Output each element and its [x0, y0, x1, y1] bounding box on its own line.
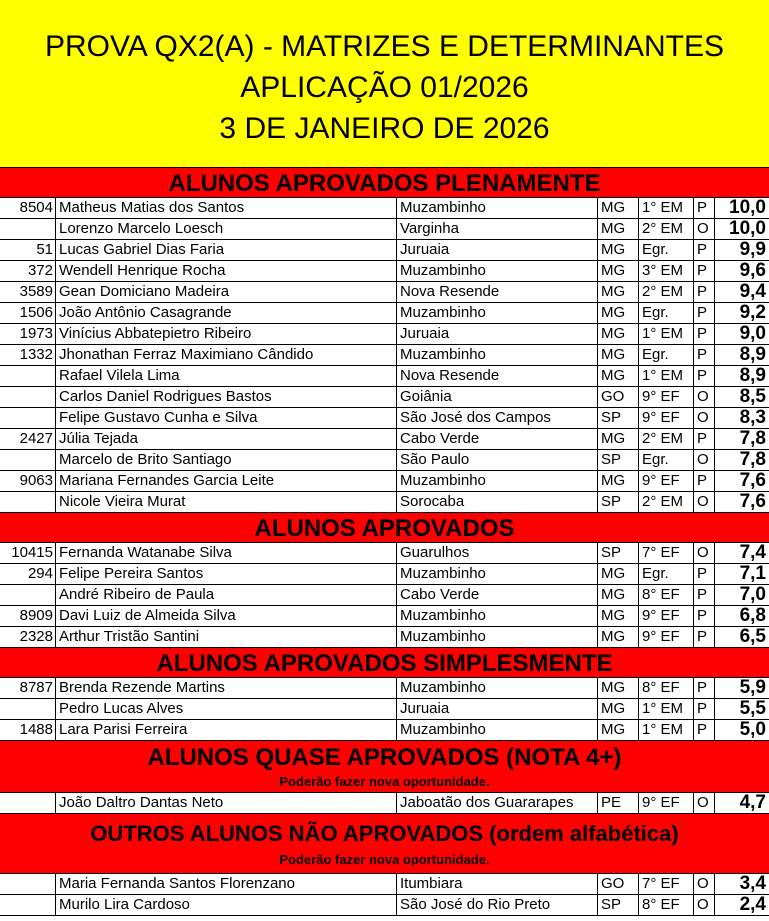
student-name: André Ribeiro de Paula	[56, 585, 397, 605]
student-state: MG	[598, 303, 639, 323]
student-state: MG	[598, 282, 639, 302]
student-status: P	[694, 429, 715, 449]
student-state: MG	[598, 219, 639, 239]
student-level: 3° EM	[639, 261, 694, 281]
student-state: GO	[598, 874, 639, 894]
student-city: São José dos Campos	[397, 408, 598, 428]
student-grade: 9,6	[739, 261, 766, 281]
student-level: 7° EF	[639, 874, 694, 894]
section-aprovados-title: ALUNOS APROVADOS	[0, 513, 769, 543]
student-level: 2° EM	[639, 492, 694, 512]
exam-header	[0, 0, 769, 168]
section-quase-band	[0, 741, 769, 793]
student-state: PE	[598, 793, 639, 813]
exam-application: APLICAÇÃO 01/2026	[240, 71, 529, 104]
student-id: 51	[0, 240, 56, 260]
student-grade: 7,1	[739, 564, 766, 584]
student-level: Egr.	[639, 450, 694, 470]
student-state: MG	[598, 345, 639, 365]
student-level: Egr.	[639, 345, 694, 365]
student-status: O	[694, 543, 715, 563]
section-simplesmente-title: ALUNOS APROVADOS SIMPLESMENTE	[0, 648, 769, 678]
student-status: O	[694, 492, 715, 512]
student-level: 9° EF	[639, 408, 694, 428]
section-quase-subtitle: Poderão fazer nova oportunidade.	[279, 774, 490, 789]
student-grade: 8,3	[739, 408, 766, 428]
student-name: Lara Parisi Ferreira	[56, 720, 397, 740]
student-level: 1° EM	[639, 324, 694, 344]
table-row	[0, 282, 769, 303]
student-level: 8° EF	[639, 678, 694, 698]
student-city: Muzambinho	[397, 345, 598, 365]
student-name: Felipe Gustavo Cunha e Silva	[56, 408, 397, 428]
student-status: O	[694, 874, 715, 894]
student-level: 7° EF	[639, 543, 694, 563]
student-id: 2427	[0, 429, 56, 449]
student-city: Muzambinho	[397, 627, 598, 647]
student-city: Juruaia	[397, 699, 598, 719]
student-id: 1488	[0, 720, 56, 740]
table-row	[0, 678, 769, 699]
student-id	[0, 219, 56, 239]
student-id: 372	[0, 261, 56, 281]
student-level: 2° EM	[639, 219, 694, 239]
table-row	[0, 492, 769, 513]
table-row	[0, 699, 769, 720]
student-city: Sorocaba	[397, 492, 598, 512]
student-status: P	[694, 678, 715, 698]
student-name: Rafael Vilela Lima	[56, 366, 397, 386]
student-name: Vinícius Abbatepietro Ribeiro	[56, 324, 397, 344]
student-city: Itumbiara	[397, 874, 598, 894]
table-row	[0, 793, 769, 814]
student-state: MG	[598, 699, 639, 719]
student-city: Muzambinho	[397, 564, 598, 584]
student-name: Lorenzo Marcelo Loesch	[56, 219, 397, 239]
student-grade: 7,4	[739, 543, 766, 563]
student-status: O	[694, 408, 715, 428]
student-level: 9° EF	[639, 387, 694, 407]
student-name: João Antônio Casagrande	[56, 303, 397, 323]
student-status: P	[694, 282, 715, 302]
student-state: MG	[598, 720, 639, 740]
student-id	[0, 699, 56, 719]
student-level: 1° EM	[639, 720, 694, 740]
section-quase-rows	[0, 793, 769, 814]
table-row	[0, 408, 769, 429]
student-level: 1° EM	[639, 699, 694, 719]
student-status: P	[694, 699, 715, 719]
student-grade: 10,0	[729, 219, 766, 239]
student-status: O	[694, 450, 715, 470]
student-grade: 9,9	[739, 240, 766, 260]
student-state: MG	[598, 471, 639, 491]
student-level: 1° EM	[639, 366, 694, 386]
student-id	[0, 366, 56, 386]
student-name: Júlia Tejada	[56, 429, 397, 449]
student-city: Varginha	[397, 219, 598, 239]
student-state: MG	[598, 606, 639, 626]
student-city: Juruaia	[397, 324, 598, 344]
table-row	[0, 345, 769, 366]
student-grade: 4,7	[739, 793, 766, 813]
student-status: O	[694, 219, 715, 239]
student-name: Mariana Fernandes Garcia Leite	[56, 471, 397, 491]
student-state: SP	[598, 492, 639, 512]
student-state: MG	[598, 240, 639, 260]
student-state: SP	[598, 543, 639, 563]
student-grade: 5,0	[739, 720, 766, 740]
student-level: 8° EF	[639, 585, 694, 605]
student-status: P	[694, 345, 715, 365]
student-grade: 5,9	[739, 678, 766, 698]
student-city: Cabo Verde	[397, 429, 598, 449]
student-status: P	[694, 198, 715, 218]
section-plenamente-rows	[0, 198, 769, 513]
section-outros-title: OUTROS ALUNOS NÃO APROVADOS (ordem alfabética)	[90, 821, 679, 846]
student-level: 9° EF	[639, 627, 694, 647]
student-name: Brenda Rezende Martins	[56, 678, 397, 698]
student-id: 1332	[0, 345, 56, 365]
student-city: São Paulo	[397, 450, 598, 470]
student-id	[0, 874, 56, 894]
student-name: Pedro Lucas Alves	[56, 699, 397, 719]
student-level: Egr.	[639, 564, 694, 584]
table-row	[0, 585, 769, 606]
table-row	[0, 471, 769, 492]
student-grade: 7,8	[739, 429, 766, 449]
student-id	[0, 585, 56, 605]
student-level: Egr.	[639, 240, 694, 260]
student-level: 9° EF	[639, 606, 694, 626]
table-row	[0, 219, 769, 240]
student-city: Muzambinho	[397, 198, 598, 218]
student-name: Davi Luiz de Almeida Silva	[56, 606, 397, 626]
student-grade: 7,6	[739, 492, 766, 512]
student-state: SP	[598, 895, 639, 915]
student-grade: 7,8	[739, 450, 766, 470]
table-row	[0, 720, 769, 741]
student-level: 8° EF	[639, 895, 694, 915]
table-row	[0, 606, 769, 627]
student-city: Muzambinho	[397, 678, 598, 698]
student-status: P	[694, 606, 715, 626]
student-city: Goiânia	[397, 387, 598, 407]
student-grade: 6,5	[739, 627, 766, 647]
student-id: 9063	[0, 471, 56, 491]
student-level: 1° EM	[639, 198, 694, 218]
student-status: P	[694, 585, 715, 605]
student-id: 3589	[0, 282, 56, 302]
exam-title: PROVA QX2(A) - MATRIZES E DETERMINANTES	[45, 30, 724, 63]
student-name: Carlos Daniel Rodrigues Bastos	[56, 387, 397, 407]
student-city: Muzambinho	[397, 720, 598, 740]
student-name: Felipe Pereira Santos	[56, 564, 397, 584]
student-grade: 2,4	[739, 895, 766, 915]
student-level: 2° EM	[639, 282, 694, 302]
student-grade: 7,6	[739, 471, 766, 491]
student-state: MG	[598, 261, 639, 281]
table-row	[0, 366, 769, 387]
table-row	[0, 198, 769, 219]
section-plenamente-title: ALUNOS APROVADOS PLENAMENTE	[0, 168, 769, 198]
student-state: MG	[598, 627, 639, 647]
student-grade: 9,0	[739, 324, 766, 344]
student-id	[0, 895, 56, 915]
student-state: MG	[598, 198, 639, 218]
student-name: Wendell Henrique Rocha	[56, 261, 397, 281]
section-outros-rows	[0, 874, 769, 916]
table-row	[0, 895, 769, 916]
table-row	[0, 543, 769, 564]
student-id: 1973	[0, 324, 56, 344]
student-state: MG	[598, 324, 639, 344]
table-row	[0, 450, 769, 471]
student-id	[0, 492, 56, 512]
student-city: Muzambinho	[397, 303, 598, 323]
student-level: Egr.	[639, 303, 694, 323]
student-name: Jhonathan Ferraz Maximiano Cândido	[56, 345, 397, 365]
student-id	[0, 387, 56, 407]
student-id	[0, 450, 56, 470]
student-city: Guarulhos	[397, 543, 598, 563]
student-city: Nova Resende	[397, 366, 598, 386]
student-state: GO	[598, 387, 639, 407]
student-id: 10415	[0, 543, 56, 563]
table-row	[0, 240, 769, 261]
table-row	[0, 324, 769, 345]
student-status: O	[694, 387, 715, 407]
table-row	[0, 261, 769, 282]
student-name: João Daltro Dantas Neto	[56, 793, 397, 813]
section-aprovados-rows	[0, 543, 769, 648]
section-outros-band	[0, 814, 769, 874]
student-status: O	[694, 793, 715, 813]
student-name: Nicole Vieira Murat	[56, 492, 397, 512]
student-status: P	[694, 303, 715, 323]
table-row	[0, 627, 769, 648]
student-status: P	[694, 366, 715, 386]
student-level: 2° EM	[639, 429, 694, 449]
student-id: 294	[0, 564, 56, 584]
student-level: 9° EF	[639, 471, 694, 491]
student-state: MG	[598, 366, 639, 386]
student-grade: 7,0	[739, 585, 766, 605]
student-grade: 8,9	[739, 345, 766, 365]
student-id: 8504	[0, 198, 56, 218]
section-outros-subtitle: Poderão fazer nova oportunidade.	[279, 852, 490, 867]
section-simplesmente-rows	[0, 678, 769, 741]
student-id	[0, 408, 56, 428]
student-name: Gean Domiciano Madeira	[56, 282, 397, 302]
section-quase-title: ALUNOS QUASE APROVADOS (NOTA 4+)	[147, 744, 622, 771]
student-name: Matheus Matias dos Santos	[56, 198, 397, 218]
student-grade: 9,4	[739, 282, 766, 302]
student-city: Muzambinho	[397, 261, 598, 281]
student-status: P	[694, 240, 715, 260]
student-city: Jaboatão dos Guararapes	[397, 793, 598, 813]
student-grade: 3,4	[739, 874, 766, 894]
student-city: Nova Resende	[397, 282, 598, 302]
student-grade: 5,5	[739, 699, 766, 719]
student-status: P	[694, 261, 715, 281]
student-status: P	[694, 324, 715, 344]
student-id: 1506	[0, 303, 56, 323]
student-state: MG	[598, 564, 639, 584]
student-name: Arthur Tristão Santini	[56, 627, 397, 647]
student-status: P	[694, 720, 715, 740]
student-id: 8909	[0, 606, 56, 626]
student-city: São José do Rio Preto	[397, 895, 598, 915]
student-status: P	[694, 471, 715, 491]
exam-date: 3 DE JANEIRO DE 2026	[219, 112, 550, 145]
table-row	[0, 387, 769, 408]
student-state: MG	[598, 678, 639, 698]
student-status: P	[694, 627, 715, 647]
student-status: P	[694, 564, 715, 584]
student-city: Muzambinho	[397, 606, 598, 626]
table-row	[0, 303, 769, 324]
student-grade: 8,9	[739, 366, 766, 386]
student-state: SP	[598, 450, 639, 470]
student-state: MG	[598, 585, 639, 605]
student-name: Murilo Lira Cardoso	[56, 895, 397, 915]
student-id	[0, 793, 56, 813]
student-city: Cabo Verde	[397, 585, 598, 605]
student-grade: 10,0	[729, 198, 766, 218]
student-grade: 8,5	[739, 387, 766, 407]
student-name: Marcelo de Brito Santiago	[56, 450, 397, 470]
student-name: Fernanda Watanabe Silva	[56, 543, 397, 563]
student-name: Maria Fernanda Santos Florenzano	[56, 874, 397, 894]
student-status: O	[694, 895, 715, 915]
student-state: MG	[598, 429, 639, 449]
student-city: Muzambinho	[397, 471, 598, 491]
student-id: 8787	[0, 678, 56, 698]
table-row	[0, 429, 769, 450]
student-level: 9° EF	[639, 793, 694, 813]
table-row	[0, 564, 769, 585]
student-name: Lucas Gabriel Dias Faria	[56, 240, 397, 260]
student-state: SP	[598, 408, 639, 428]
student-city: Juruaia	[397, 240, 598, 260]
table-row	[0, 874, 769, 895]
student-id: 2328	[0, 627, 56, 647]
student-grade: 9,2	[739, 303, 766, 323]
student-grade: 6,8	[739, 606, 766, 626]
